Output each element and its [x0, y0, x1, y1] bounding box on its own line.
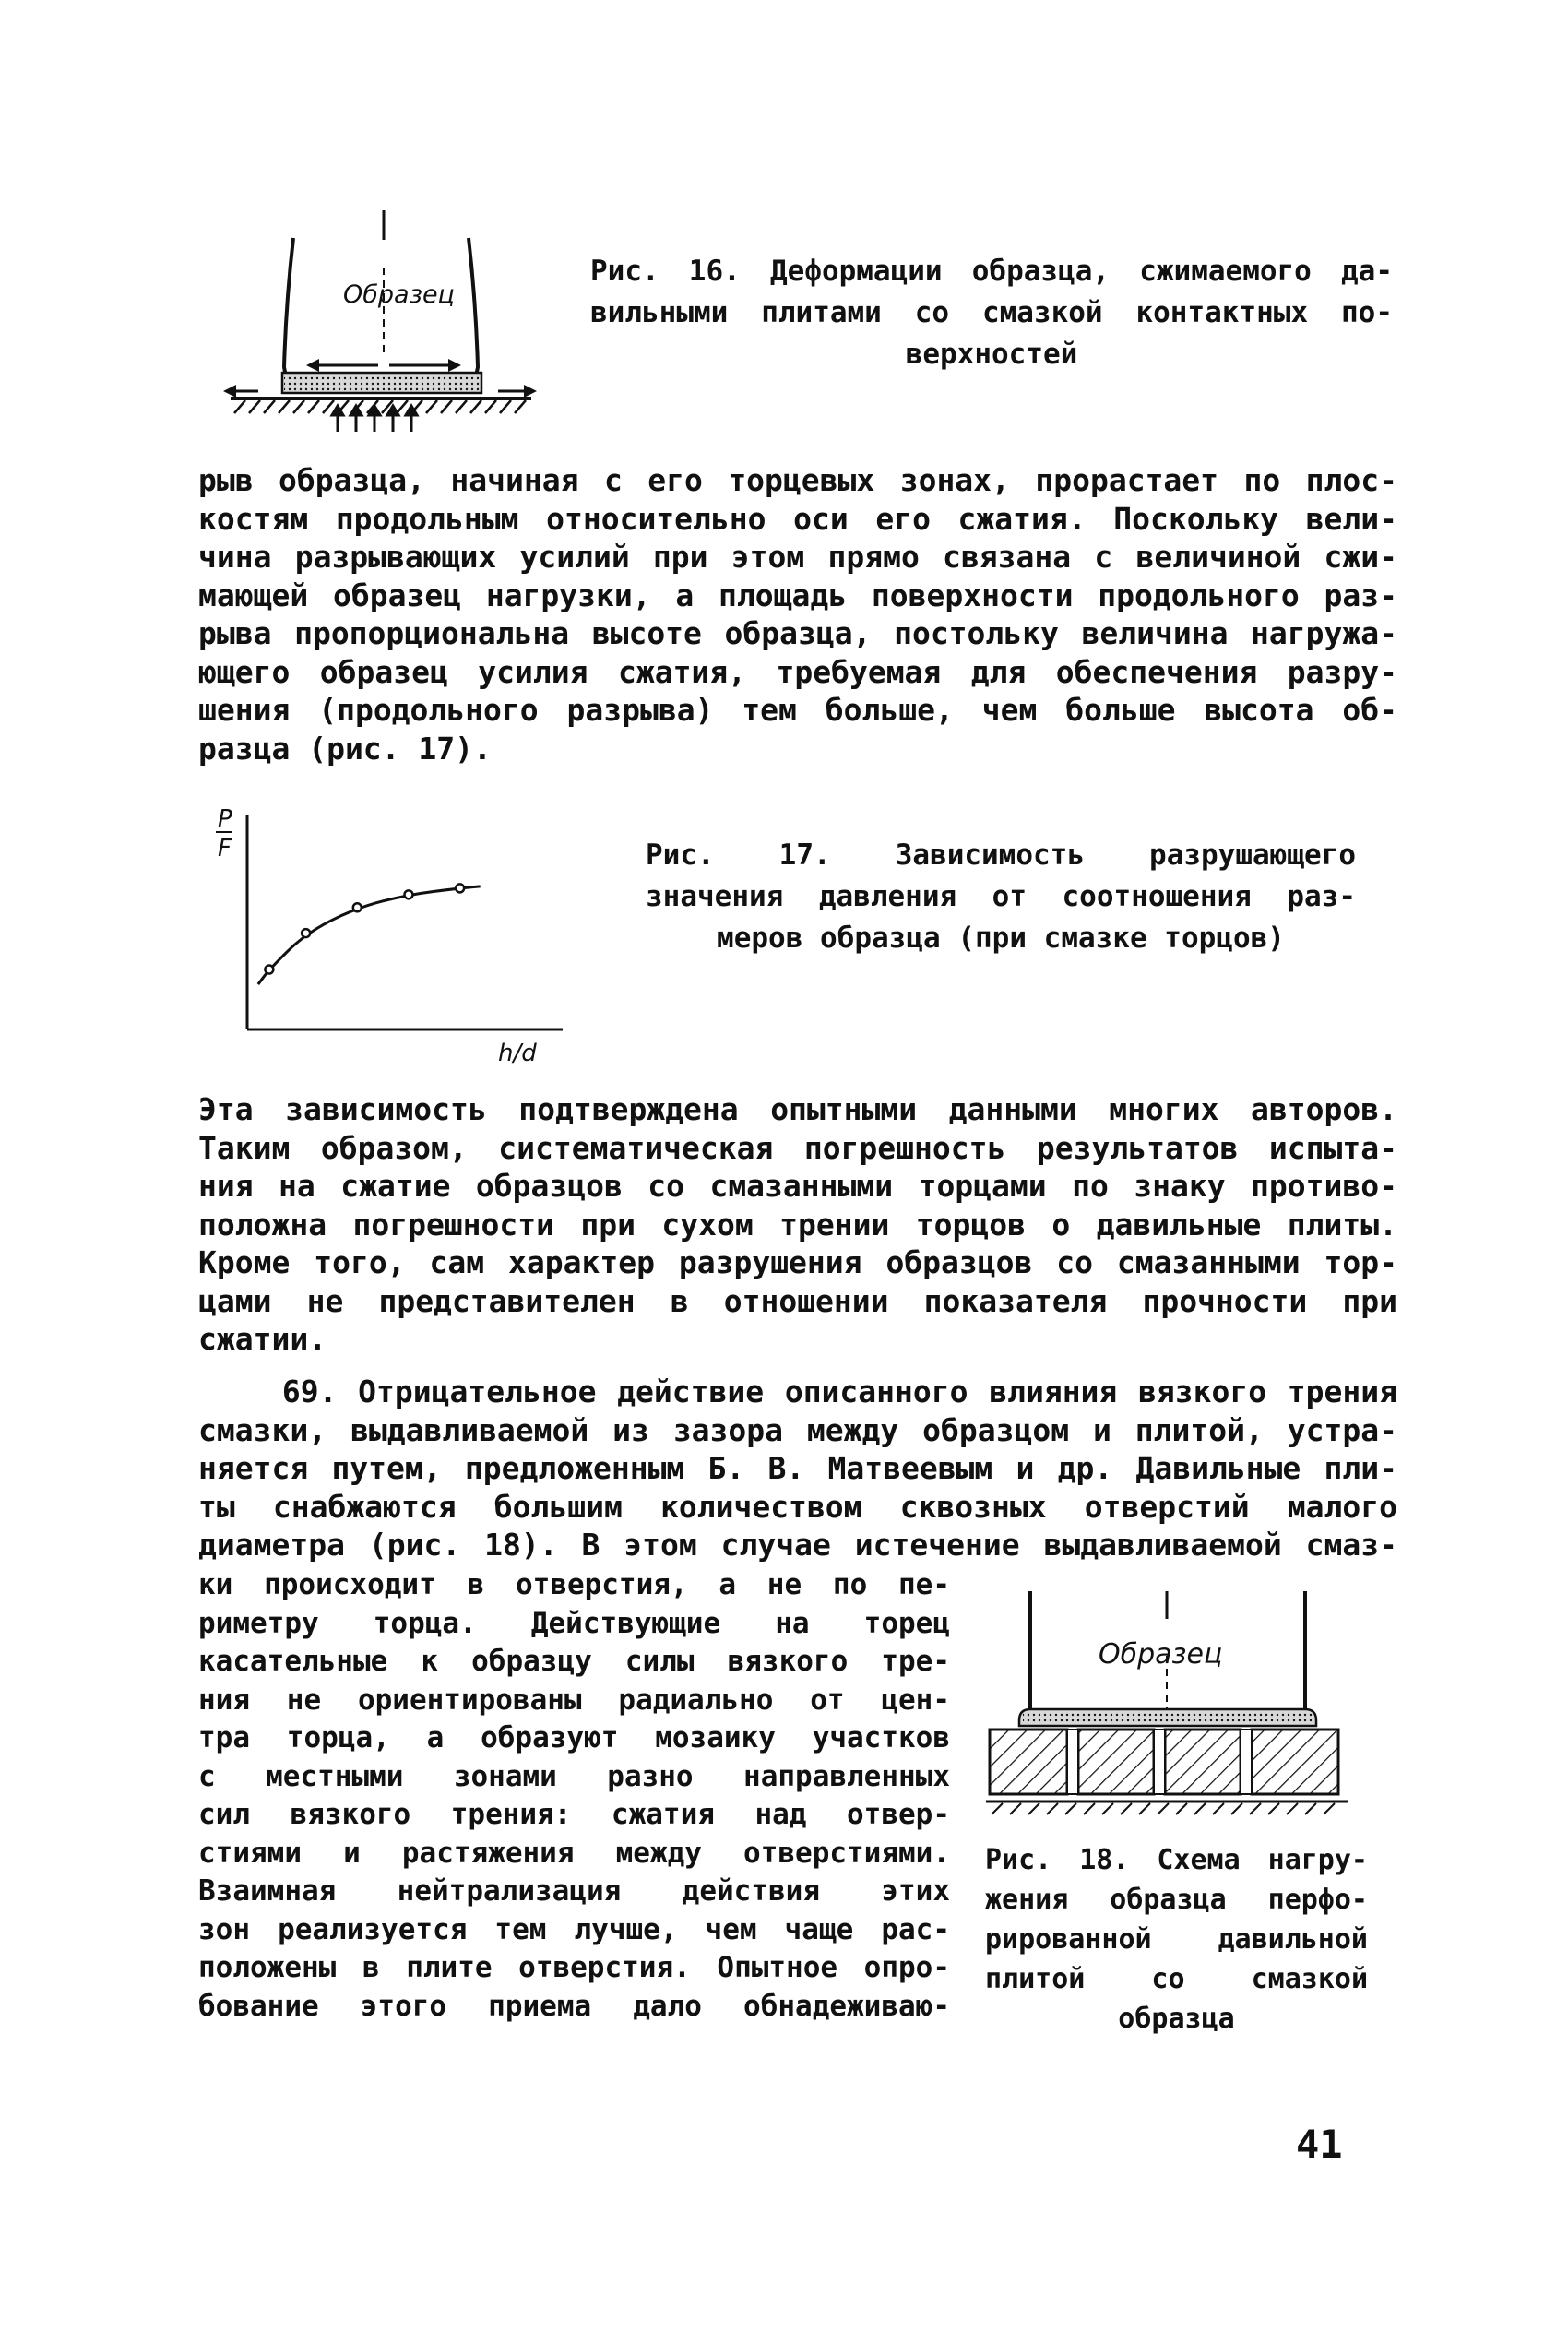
figure-18-caption [985, 1840, 1368, 2039]
caption-line: меров образца (при смазке торцов) [717, 922, 1285, 955]
text-line: цами не представителен в отношении показателя прочности при [198, 1282, 1397, 1319]
caption-line: плитой со смазкой [985, 1963, 1368, 1995]
text-line: няется путем, предложенным Б. В. Матвеевым и др. Давильные пли- [198, 1450, 1397, 1486]
data-point [353, 903, 362, 911]
text-line: 69. Отрицательное действие описанного влияния вязкого трения [198, 1374, 1397, 1409]
text-line: положна погрешности при сухом трении торцов о давильные плиты. [198, 1206, 1397, 1243]
figure-18-sample-label: Образец [1099, 1638, 1223, 1671]
y-axis-label-numerator: P [218, 805, 232, 833]
figure-16-sample-label: Образец [343, 280, 455, 309]
text-line: диаметра (рис. 18). В этом случае истечение выдавливаемой смаз- [198, 1527, 1397, 1563]
text-line: Взаимная нейтрализация действия этих [198, 1874, 950, 1908]
text-line: зон реализуется тем лучше, чем чаще рас- [198, 1912, 950, 1946]
caption-line: рированной давильной [985, 1923, 1368, 1956]
text-line: сжатии. [198, 1321, 327, 1357]
paragraph-1 [198, 461, 1397, 767]
text-line: чина разрывающих усилий при этом прямо связана с величиной сжи- [198, 539, 1397, 575]
caption-line: вильными плитами со смазкой контактных по- [590, 296, 1393, 329]
paragraph-2 [198, 1090, 1397, 1359]
text-line: ты снабжаются большим количеством сквозных отверстий малого [198, 1488, 1397, 1525]
figure-17 [212, 803, 581, 1070]
figure-16 [221, 210, 544, 432]
figure-17-caption [646, 835, 1356, 959]
y-axis-label-denominator: F [218, 835, 232, 862]
text-line: рыв образца, начиная с его торцевых зонах, прорастает по плос- [198, 462, 1397, 498]
text-line: мающей образец нагрузки, а площадь поверхности продольного раз- [198, 577, 1397, 613]
text-line: костям продольным относительно оси его сжатия. Поскольку вели- [198, 500, 1397, 537]
text-line: ки происходит в отверстия, а не по пе- [198, 1568, 950, 1601]
text-line: тра торца, а образуют мозаику участков [198, 1721, 950, 1754]
caption-line: жения образца перфо- [985, 1884, 1368, 1916]
data-point [265, 966, 273, 974]
caption-line: образца [1118, 2003, 1235, 2035]
text-line: ния не ориентированы радиально от цен- [198, 1683, 950, 1717]
figure-18-drawing [982, 1591, 1370, 1822]
text-line: Кроме того, сам характер разрушения образцов со смазанными тор- [198, 1244, 1397, 1280]
data-point [302, 929, 310, 937]
data-point [404, 890, 412, 898]
text-line: положены в плите отверстия. Опытное опро- [198, 1951, 950, 1984]
text-line: рыва пропорциональна высоте образца, постольку величина нагружа- [198, 615, 1397, 651]
figure-16-caption [590, 251, 1393, 375]
text-line: стиями и растяжения между отверстиями. [198, 1836, 950, 1870]
data-point [456, 884, 464, 892]
x-axis-label: h/d [498, 1040, 537, 1067]
caption-line: Рис. 16. Деформации образца, сжимаемого да- [590, 255, 1393, 288]
text-line: бование этого приема дало обнадеживаю- [198, 1989, 950, 2023]
caption-line: верхностей [905, 338, 1078, 371]
text-line: сил вязкого трения: сжатия над отвер- [198, 1798, 950, 1831]
figure-16-drawing [221, 210, 544, 432]
text-line: шения (продольного разрыва) тем больше, чем больше высота об- [198, 692, 1397, 728]
text-line: Таким образом, систематическая погрешность результатов испыта- [198, 1129, 1397, 1166]
figure-18 [982, 1591, 1370, 1822]
text-line: Эта зависимость подтверждена опытными данными многих авторов. [198, 1091, 1397, 1127]
text-line: ющего образец усилия сжатия, требуемая для обеспечения разру- [198, 653, 1397, 690]
text-line: с местными зонами разно направленных [198, 1759, 950, 1793]
paragraph-4 [198, 1566, 950, 2026]
text-line: смазки, выдавливаемой из зазора между образцом и плитой, устра- [198, 1411, 1397, 1448]
text-line: разца (рис. 17). [198, 730, 492, 767]
text-line: ния на сжатие образцов со смазанными торцами по знаку противо- [198, 1168, 1397, 1204]
series-line [258, 886, 481, 984]
text-line: риметру торца. Действующие на торец [198, 1606, 950, 1640]
figure-17-chart [212, 803, 581, 1070]
text-line: касательные к образцу силы вязкого тре- [198, 1645, 950, 1678]
paragraph-3 [198, 1373, 1397, 1564]
page-number: 41 [1296, 2122, 1343, 2167]
caption-line: Рис. 18. Схема нагру- [985, 1844, 1368, 1876]
caption-line: значения давления от соотношения раз- [646, 880, 1356, 913]
caption-line: Рис. 17. Зависимость разрушающего [646, 838, 1356, 872]
